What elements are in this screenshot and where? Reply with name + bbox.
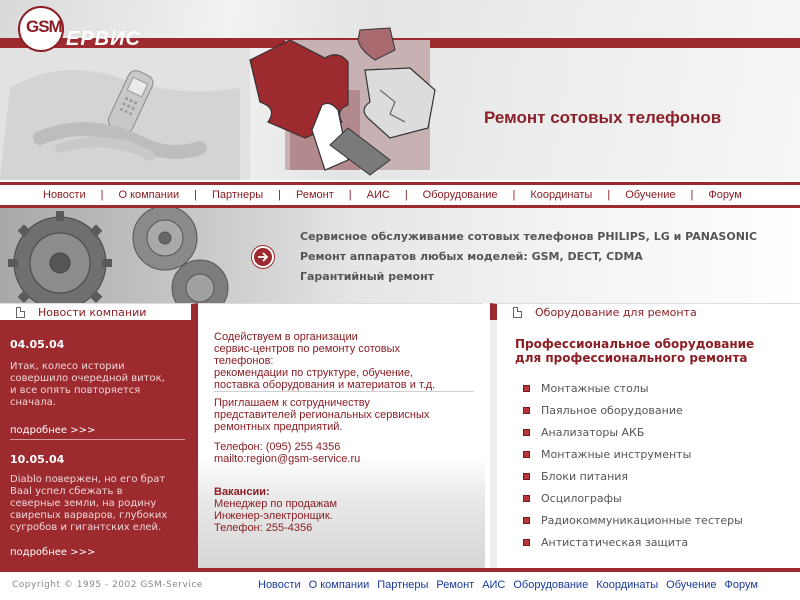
equipment-list (523, 377, 743, 553)
equipment-section-title[interactable]: Оборудование для ремонта (535, 306, 697, 319)
news-item (10, 453, 190, 558)
nav-separator: | (100, 189, 104, 201)
bullet-icon (523, 407, 530, 414)
equipment-item[interactable] (523, 487, 743, 509)
middle-column (198, 320, 485, 568)
footer-link-forum[interactable]: Форум (724, 579, 758, 591)
news-more-link[interactable]: подробнее >>> (10, 425, 96, 436)
nav-separator: | (348, 189, 352, 201)
logo-servis-text: ЕРВИС (66, 28, 141, 50)
news-text-line: сначала. (10, 397, 56, 408)
news-date: 04.05.04 (10, 338, 65, 351)
equipment-item[interactable] (523, 399, 743, 421)
text-line: Содействуем в организации (214, 331, 358, 343)
nav-separator: | (607, 189, 611, 201)
equipment-item-label: Монтажные инструменты (541, 447, 692, 461)
main-nav (0, 182, 800, 208)
nav-separator: | (690, 189, 694, 201)
middle-section-header (198, 303, 483, 320)
divider (214, 391, 474, 392)
nav-coordinates[interactable]: Координаты (530, 189, 593, 201)
footer-divider (0, 568, 800, 572)
nav-training[interactable]: Обучение (625, 189, 676, 201)
bullet-icon (523, 429, 530, 436)
footer-link-coordinates[interactable]: Координаты (596, 579, 659, 591)
equipment-item[interactable] (523, 421, 743, 443)
nav-separator: | (278, 189, 281, 201)
text-line: сервис-центров по ремонту сотовых (214, 343, 401, 355)
text-line: телефонов: (214, 355, 274, 367)
nav-forum[interactable]: Форум (708, 189, 742, 201)
nav-equipment[interactable]: Оборудование (422, 189, 498, 201)
equipment-item-label: Паяльное оборудование (541, 403, 683, 417)
nav-separator: | (194, 189, 197, 201)
nav-separator: | (512, 189, 516, 201)
footer-link-about[interactable]: О компании (308, 579, 370, 591)
text-line: поставка оборудования и материатов и т.д. (214, 379, 436, 391)
news-text-line: совершило очередной виток, (10, 373, 165, 384)
news-text (10, 474, 190, 534)
page-title: Ремонт сотовых телефонов (484, 108, 722, 127)
news-more-link[interactable]: подробнее >>> (10, 547, 96, 558)
text-line: ремонтных предприятий. (214, 421, 343, 433)
bullet-icon (523, 451, 530, 458)
puzzle-illustration (230, 10, 460, 180)
header (0, 0, 800, 180)
equipment-title (515, 337, 754, 365)
divider (10, 439, 185, 440)
footer-link-partners[interactable]: Партнеры (377, 579, 429, 591)
news-date: 10.05.04 (10, 453, 65, 466)
nav-partners[interactable]: Партнеры (211, 189, 264, 201)
nav-about[interactable]: О компании (118, 189, 180, 201)
equipment-item-label: Антистатическая защита (541, 535, 689, 549)
copyright: Copyright © 1995 - 2002 GSM-Service (12, 580, 203, 590)
document-icon (16, 307, 25, 318)
text-line: Телефон: 255-4356 (214, 522, 313, 534)
footer-nav (258, 579, 758, 591)
email-link[interactable]: mailto:region@gsm-service.ru (214, 453, 361, 465)
text-line: Менеджер по продажам (214, 498, 338, 510)
banner-text (300, 230, 757, 290)
equipment-item-label: Монтажные столы (541, 381, 649, 395)
news-column (0, 320, 198, 568)
bullet-icon (523, 473, 530, 480)
equipment-column (490, 320, 800, 568)
bullet-icon (523, 495, 530, 502)
news-text-line: Итак, колесо истории (10, 361, 125, 372)
banner-line: Сервисное обслуживание сотовых телефонов PHILIPS, LG и PANASONIC (300, 230, 758, 243)
logo[interactable] (18, 6, 153, 52)
equipment-item-label: Блоки питания (541, 469, 629, 483)
equipment-item[interactable] (523, 531, 743, 553)
nav-ais[interactable]: АИС (366, 189, 390, 201)
footer-link-repair[interactable]: Ремонт (436, 579, 475, 591)
text-line: Приглашаем к сотрудничеству (214, 397, 370, 409)
news-text (10, 361, 190, 409)
news-text-line: Diablo повержен, но его брат (10, 474, 166, 485)
footer-link-news[interactable]: Новости (258, 579, 301, 591)
news-text-line: Baal успел сбежать в (10, 486, 123, 497)
nav-news[interactable]: Новости (43, 189, 86, 201)
news-text-line: свирепых варваров, глубоких (10, 510, 168, 521)
phone-hand-illustration (0, 48, 250, 180)
equipment-section-header (490, 303, 800, 320)
equipment-title-line: Профессиональное оборудование (515, 337, 755, 351)
contacts (214, 441, 479, 465)
footer-link-equipment[interactable]: Оборудование (513, 579, 589, 591)
nav-separator: | (404, 189, 408, 201)
banner-line: Гарантийный ремонт (300, 270, 435, 283)
bullet-icon (523, 385, 530, 392)
news-text-line: северные земли, на родину (10, 498, 157, 509)
phone-text: Телефон: (095) 255 4356 (214, 441, 341, 453)
text-line: представителей региональных сервисных (214, 409, 430, 421)
bullet-icon (523, 517, 530, 524)
bullet-icon (523, 539, 530, 546)
gears-illustration (0, 208, 260, 303)
document-icon (513, 307, 522, 318)
news-section-title[interactable]: Новости компании (38, 306, 147, 319)
equipment-item[interactable] (523, 377, 743, 399)
equipment-item-label: Радиокоммуникационные тестеры (541, 513, 743, 527)
nav-repair[interactable]: Ремонт (296, 189, 334, 201)
equipment-item-label: Анализаторы АКБ (541, 425, 645, 439)
equipment-item[interactable] (523, 509, 743, 531)
news-text-line: и все опять повторяется (10, 385, 141, 396)
equipment-item[interactable] (523, 465, 743, 487)
equipment-title-line: для профессионального ремонта (515, 351, 748, 365)
arrow-right-icon (257, 251, 269, 263)
vacancies-label: Вакансии: (214, 486, 270, 498)
text-line: Инженер-электронщик. (214, 510, 333, 522)
equipment-item-label: Осцилографы (541, 491, 622, 505)
text-line: рекомендации по структуре, обучение, (214, 367, 414, 379)
footer-link-ais[interactable]: АИС (482, 579, 506, 591)
news-text-line: сугробов и гигантских елей. (10, 522, 162, 533)
footer-link-training[interactable]: Обучение (666, 579, 717, 591)
services-text (214, 331, 479, 391)
invitation-text (214, 397, 479, 433)
banner-arrow-button[interactable] (252, 246, 274, 268)
banner-line: Ремонт аппаратов любых моделей: GSM, DECT, CDMA (300, 250, 643, 263)
news-item (10, 338, 190, 436)
logo-gsm-text: GSM (26, 17, 62, 36)
news-section-header (0, 303, 198, 320)
equipment-item[interactable] (523, 443, 743, 465)
vacancies (214, 486, 479, 534)
